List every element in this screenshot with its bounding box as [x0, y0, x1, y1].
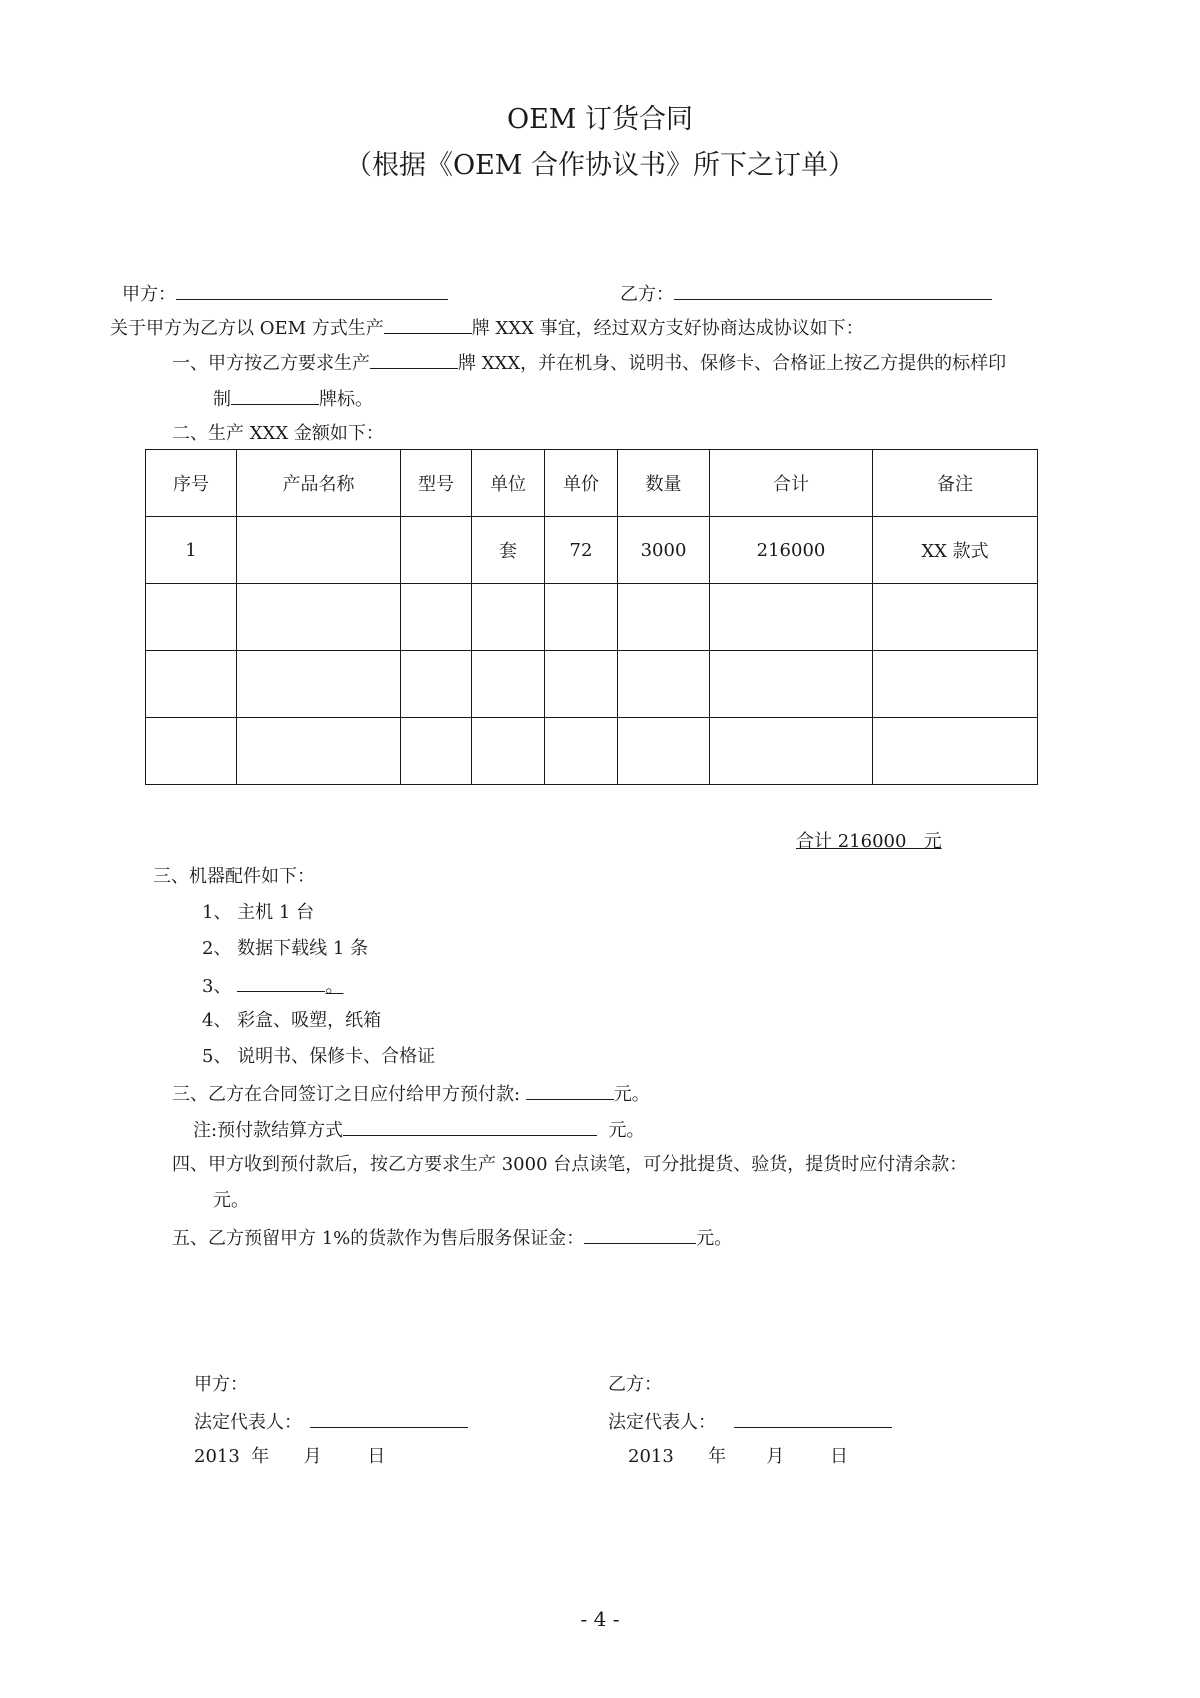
- table-cell: [146, 718, 237, 785]
- table-cell: [873, 718, 1038, 785]
- legal-rep-a-line: [194, 1409, 468, 1435]
- page-number: - 4 -: [580, 1607, 620, 1631]
- clause-1-text-a: 一、甲方按乙方要求生产: [172, 353, 370, 374]
- clause-1-line-1: [172, 350, 1006, 376]
- table-row: [146, 584, 1038, 651]
- clause-1-text-d: 牌标。: [319, 389, 373, 410]
- table-cell: 套: [472, 517, 545, 584]
- table-cell: [237, 584, 401, 651]
- table-cell: [146, 584, 237, 651]
- accessory-item: 5、 说明书、保修卡、合格证: [202, 1046, 436, 1067]
- table-cell: [618, 651, 710, 718]
- table-cell: XX 款式: [873, 517, 1038, 584]
- accessory-item: 4、 彩盒、吸塑，纸箱: [202, 1010, 382, 1031]
- signature-date-a: 2013 年 月 日: [194, 1446, 386, 1467]
- table-cell: 216000: [710, 517, 873, 584]
- prepayment-text-b: 元。: [613, 1084, 650, 1105]
- clause-1-text-c: 制: [213, 389, 231, 410]
- header-cell: 单价: [545, 450, 618, 517]
- header-cell: 产品名称: [237, 450, 401, 517]
- signature-date-b: 2013 年 月 日: [628, 1446, 848, 1467]
- party-a-blank[interactable]: [176, 281, 448, 300]
- brand-blank[interactable]: [384, 315, 472, 334]
- header-cell: 单位: [472, 450, 545, 517]
- header-cell: 合计: [710, 450, 873, 517]
- prepayment-note-text-a: 注:预付款结算方式: [193, 1120, 344, 1141]
- clause-1-line-2: [213, 386, 373, 412]
- clause-5-line: [172, 1225, 732, 1251]
- clause-5-text-b: 元。: [696, 1228, 733, 1249]
- intro-text-b: 牌 XXX 事宜，经过双方支好协商达成协议如下：: [471, 318, 864, 339]
- table-cell: [146, 651, 237, 718]
- legal-rep-b-blank[interactable]: [734, 1409, 892, 1428]
- accessory-item-3-blank[interactable]: [237, 973, 325, 992]
- intro-paragraph: [110, 315, 864, 341]
- table-cell: 1: [146, 517, 237, 584]
- table-cell: [545, 584, 618, 651]
- accessory-item-3-suffix: 。: [325, 976, 344, 997]
- prepayment-note-text-b: 元。: [608, 1120, 645, 1141]
- party-b-line: [620, 281, 992, 307]
- table-row: [146, 651, 1038, 718]
- table-cell: [237, 651, 401, 718]
- accessory-item-3: [202, 973, 343, 999]
- clause-5-text-a: 五、乙方预留甲方 1%的货款作为售后服务保证金：: [172, 1228, 585, 1249]
- table-header-row: [146, 450, 1038, 517]
- table-cell: [237, 517, 401, 584]
- table-cell: [237, 718, 401, 785]
- order-total: 合计 216000 元: [796, 831, 942, 852]
- table-cell: [873, 584, 1038, 651]
- clause-1-brand-blank[interactable]: [370, 350, 458, 369]
- table-cell: [545, 651, 618, 718]
- clause-1-text-b: 牌 XXX，并在机身、说明书、保修卡、合格证上按乙方提供的标样印: [458, 353, 1007, 374]
- table-cell: [472, 584, 545, 651]
- table-cell: [710, 651, 873, 718]
- table-cell: [401, 718, 472, 785]
- table-cell: [545, 718, 618, 785]
- table-cell: 72: [545, 517, 618, 584]
- party-a-label: 甲方：: [122, 284, 176, 305]
- header-cell: 数量: [618, 450, 710, 517]
- accessories-heading: 三、机器配件如下：: [153, 866, 315, 887]
- table-cell: [710, 718, 873, 785]
- clause-1-label-blank[interactable]: [231, 386, 319, 405]
- clause-4-line-1: 四、甲方收到预付款后，按乙方要求生产 3000 台点读笔，可分批提货、验货，提货时应付清余款：: [172, 1154, 968, 1175]
- intro-text-a: 关于甲方为乙方以 OEM 方式生产: [110, 318, 384, 339]
- order-table: [145, 449, 1038, 785]
- prepayment-line: [172, 1081, 650, 1107]
- header-cell: 序号: [146, 450, 237, 517]
- party-b-blank[interactable]: [674, 281, 992, 300]
- legal-rep-a-label: 法定代表人：: [194, 1412, 302, 1433]
- table-cell: [618, 584, 710, 651]
- signature-party-b: 乙方：: [608, 1374, 662, 1395]
- accessory-item: 2、 数据下载线 1 条: [202, 938, 369, 959]
- table-cell: [472, 718, 545, 785]
- legal-rep-b-line: [608, 1409, 892, 1435]
- table-cell: 3000: [618, 517, 710, 584]
- table-cell: [401, 517, 472, 584]
- clause-2-heading: 二、生产 XXX 金额如下：: [172, 423, 384, 444]
- accessory-item: 1、 主机 1 台: [202, 902, 315, 923]
- deposit-blank[interactable]: [584, 1225, 696, 1244]
- legal-rep-b-label: 法定代表人：: [608, 1412, 716, 1433]
- prepayment-text-a: 三、乙方在合同签订之日应付给甲方预付款:: [172, 1084, 526, 1105]
- table-row: [146, 718, 1038, 785]
- party-a-line: [122, 281, 448, 307]
- document-subtitle: （根据《OEM 合作协议书》所下之订单）: [344, 150, 856, 181]
- header-cell: 型号: [401, 450, 472, 517]
- table-cell: [401, 651, 472, 718]
- signature-party-a: 甲方：: [194, 1374, 248, 1395]
- table-cell: [873, 651, 1038, 718]
- table-cell: [710, 584, 873, 651]
- legal-rep-a-blank[interactable]: [310, 1409, 468, 1428]
- table-cell: [401, 584, 472, 651]
- party-b-label: 乙方：: [620, 284, 674, 305]
- header-cell: 备注: [873, 450, 1038, 517]
- table-cell: [472, 651, 545, 718]
- clause-4-line-2: 元。: [213, 1190, 249, 1211]
- table-row: [146, 517, 1038, 584]
- document-title: OEM 订货合同: [506, 104, 694, 135]
- settlement-method-blank[interactable]: [343, 1117, 597, 1136]
- prepayment-note: [193, 1117, 645, 1143]
- table-cell: [618, 718, 710, 785]
- accessory-item-3-number: 3、: [202, 976, 232, 997]
- prepayment-blank[interactable]: [526, 1081, 614, 1100]
